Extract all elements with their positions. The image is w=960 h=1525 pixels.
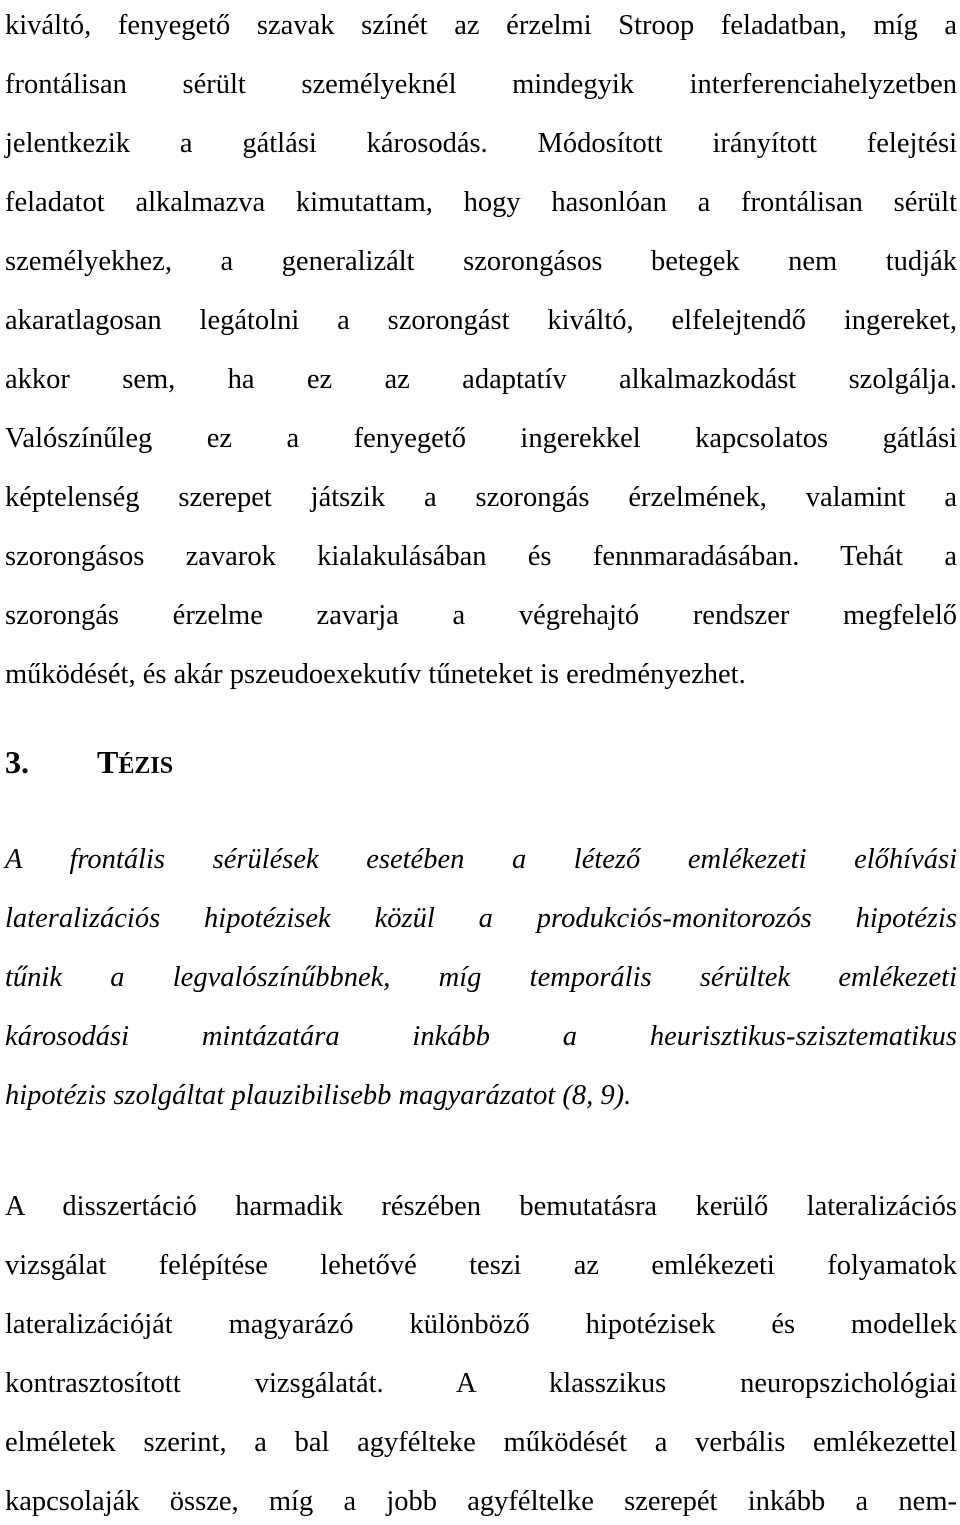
text-line: hipotézis szolgáltat plauzibilisebb magyarázatot (8, 9).: [5, 1080, 632, 1111]
text-line: jelentkezik a gátlási károsodás. Módosított irányított felejtési: [5, 128, 957, 159]
text-line: kontrasztosított vizsgálatát. A klasszikus neuropszichológiai: [5, 1368, 957, 1399]
text-line: károsodási mintázatára inkább a heurisztikus-szisztematikus: [5, 1021, 957, 1052]
section-number: 3.: [5, 744, 29, 780]
section-title-rest: ÉZIS: [118, 753, 174, 779]
text-line: frontálisan sérült személyeknél mindegyik interferenciahelyzetben: [5, 69, 957, 100]
text-line: vizsgálat felépítése lehetővé teszi az emlékezeti folyamatok: [5, 1250, 957, 1281]
text-line: személyekhez, a generalizált szorongásos betegek nem tudják: [5, 246, 957, 277]
text-line: lateralizációs hipotézisek közül a produkciós-monitorozós hipotézis: [5, 903, 957, 934]
text-line: lateralizációját magyarázó különböző hipotézisek és modellek: [5, 1309, 957, 1340]
text-line: szorongás érzelme zavarja a végrehajtó rendszer megfelelő: [5, 600, 957, 631]
text-line: Valószínűleg ez a fenyegető ingerekkel kapcsolatos gátlási: [5, 423, 957, 454]
text-line: kiváltó, fenyegető szavak színét az érzelmi Stroop feladatban, míg a: [5, 10, 957, 41]
section-title-initial: T: [97, 744, 119, 780]
text-line: tűnik a legvalószínűbbnek, míg temporális sérültek emlékezeti: [5, 962, 957, 993]
text-line: kapcsolaják össze, míg a jobb agyféltelke szerepét inkább a nem-: [5, 1486, 957, 1517]
text-line: akaratlagosan legátolni a szorongást kiváltó, elfelejtendő ingereket,: [5, 305, 957, 336]
text-line: képtelenség szerepet játszik a szorongás érzelmének, valamint a: [5, 482, 957, 513]
section-heading: [5, 742, 957, 782]
text-line: feladatot alkalmazva kimutattam, hogy hasonlóan a frontálisan sérült: [5, 187, 957, 218]
text-line: elméletek szerint, a bal agyfélteke működését a verbális emlékezettel: [5, 1427, 957, 1458]
text-line: működését, és akár pszeudoexekutív tűneteket is eredményezhet.: [5, 659, 746, 690]
text-line: A disszertáció harmadik részében bemutatásra kerülő lateralizációs: [5, 1191, 957, 1222]
text-line: szorongásos zavarok kialakulásában és fennmaradásában. Tehát a: [5, 541, 957, 572]
text-line: akkor sem, ha ez az adaptatív alkalmazkodást szolgálja.: [5, 364, 957, 395]
text-line: A frontális sérülések esetében a létező emlékezeti előhívási: [5, 844, 957, 875]
